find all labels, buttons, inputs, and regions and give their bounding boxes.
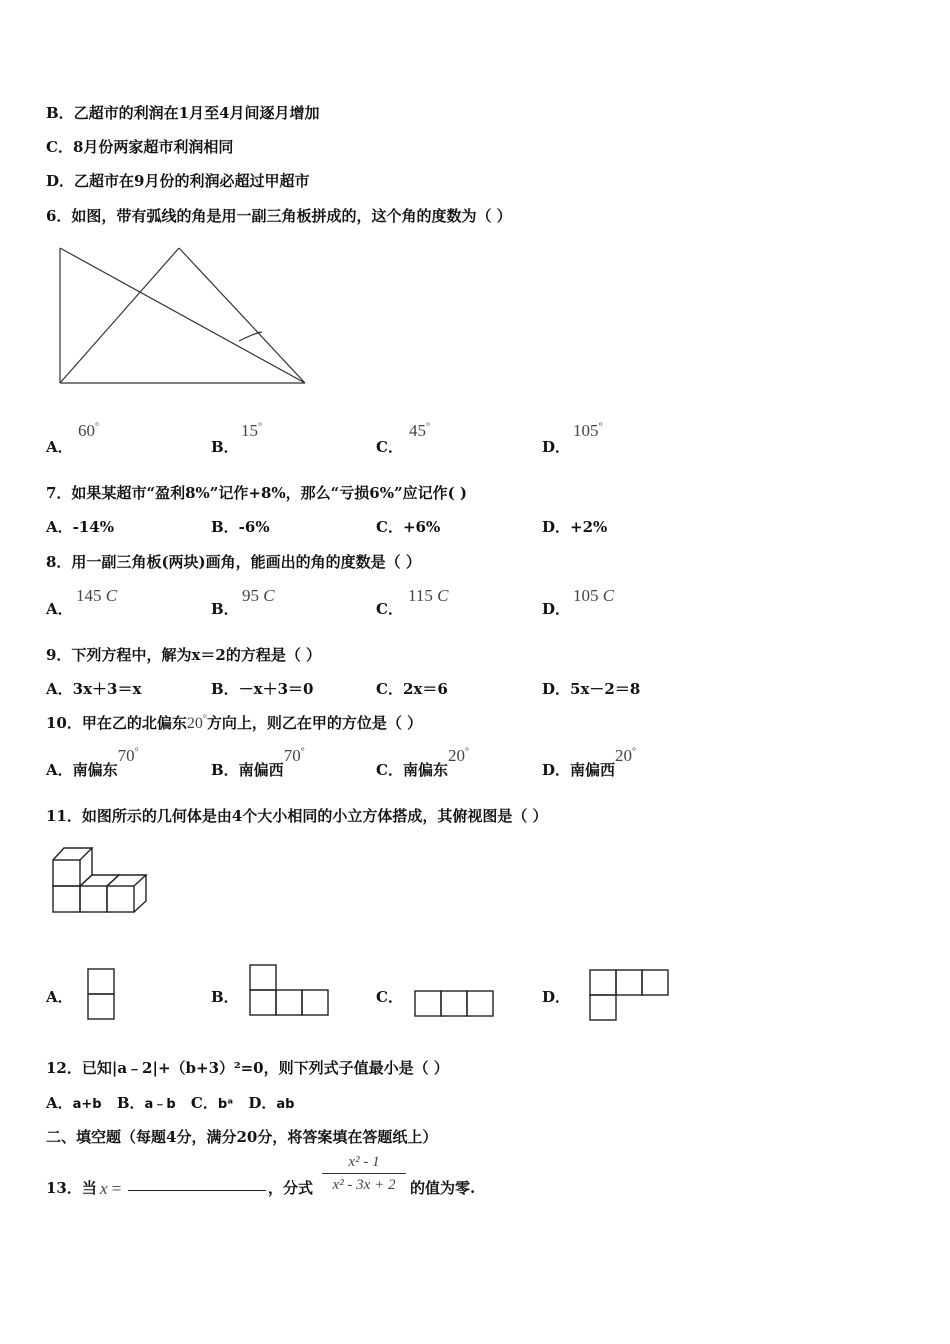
q6-option-a-label: A． [46,438,73,456]
q8-option-c-label: C． [376,600,403,618]
q11-option-a-figure [86,967,116,1023]
q9-stem: 9．下列方程中，解为x＝2的方程是（ ） [46,646,322,664]
q9-option-c: C．2x＝6 [376,680,448,698]
q11-cube-stack-figure [50,845,150,917]
q6-option-a-value: 60° [78,421,99,440]
q11-option-b-figure [248,963,330,1019]
q7-option-d: D．+2% [542,518,608,536]
q6-edge-hypotenuse-a [60,248,305,383]
prev-option-d: D．乙超市在9月份的利润必超过甲超市 [46,172,310,190]
q11-stem: 11．如图所示的几何体是由4个大小相同的小立方体搭成，其俯视图是（ ） [46,807,548,825]
q13-numerator: x² - 1 [348,1154,380,1170]
q11-option-a-label: A． [46,988,73,1006]
q7-stem: 7．如果某超市“盈利8%”记作+8%，那么“亏损6%”应记作( ) [46,484,468,502]
q7-option-c: C．+6% [376,518,441,536]
q11-option-d-label: D． [542,988,571,1006]
q10-stem-angle: 20° [186,713,207,732]
q13-suffix: 的值为零. [410,1179,476,1197]
q10-stem [46,712,422,733]
q8-option-a-label: A． [46,600,73,618]
q9-option-a: A．3x＋3＝x [46,680,142,698]
q10-stem-part2: 方向上，则乙在甲的方位是（ ） [206,714,423,732]
q6-angle-arc [239,332,262,341]
q13-prefix: 13．当 [46,1179,97,1197]
q6-option-b-value: 15° [241,421,262,440]
q10-option-b: B．南偏西70° [211,746,305,779]
q10-option-c: C．南偏东20° [376,746,469,779]
q10-option-a: A．南偏东70° [46,746,139,779]
q7-option-a: A．-14% [46,518,114,536]
q7-option-b: B．-6% [211,518,270,536]
q11-option-d-figure [588,968,670,1024]
q8-option-a-value: 145 C [76,586,118,605]
q8-stem: 8．用一副三角板(两块)画角，能画出的角的度数是（ ） [46,553,421,571]
q6-option-b-label: B． [211,438,239,456]
q8-option-b-label: B． [211,600,239,618]
q8-option-c-value: 115 C [408,586,449,605]
q9-option-d: D．5x－2＝8 [542,680,641,698]
q13-fraction [322,1152,406,1195]
section-2-heading: 二、填空题（每题4分，满分20分，将答案填在答题纸上） [46,1128,438,1146]
q8-option-d-label: D． [542,600,571,618]
q13-denominator: x² - 3x + 2 [332,1177,396,1193]
q12-stem: 12．已知|a﹣2|+（b+3）²=0，则下列式子值最小是（ ） [46,1059,449,1077]
q6-option-c-value: 45° [409,421,430,440]
q13-answer-blank[interactable] [128,1190,266,1191]
q10-stem-part1: 10．甲在乙的北偏东 [46,714,187,732]
q6-edge-hypotenuse-b [60,248,179,383]
q13-variable: x = [100,1179,122,1198]
q10-option-d: D．南偏西20° [542,746,637,779]
q13-mid: ，分式 [268,1179,314,1197]
q12-options: A．a+b B．a﹣b C．bᵃ D．ab [46,1094,295,1112]
prev-option-c: C．8月份两家超市利润相同 [46,138,234,156]
q8-option-b-value: 95 C [242,586,275,605]
q9-option-b: B．－x＋3＝0 [211,680,314,698]
prev-option-b: B．乙超市的利润在1月至4月间逐月增加 [46,104,320,122]
q13-fraction-bar [322,1173,406,1174]
q6-option-c-label: C． [376,438,403,456]
q6-edge-right [179,248,305,383]
q6-option-d-label: D． [542,438,571,456]
q8-option-d-value: 105 C [573,586,615,605]
q6-triangle-figure [55,243,313,388]
q6-stem: 6．如图，带有弧线的角是用一副三角板拼成的，这个角的度数为（ ） [46,207,512,225]
q11-option-b-label: B． [211,988,239,1006]
q6-option-d-value: 105° [573,421,603,440]
q11-option-c-label: C． [376,988,403,1006]
q11-option-c-figure [413,989,495,1019]
